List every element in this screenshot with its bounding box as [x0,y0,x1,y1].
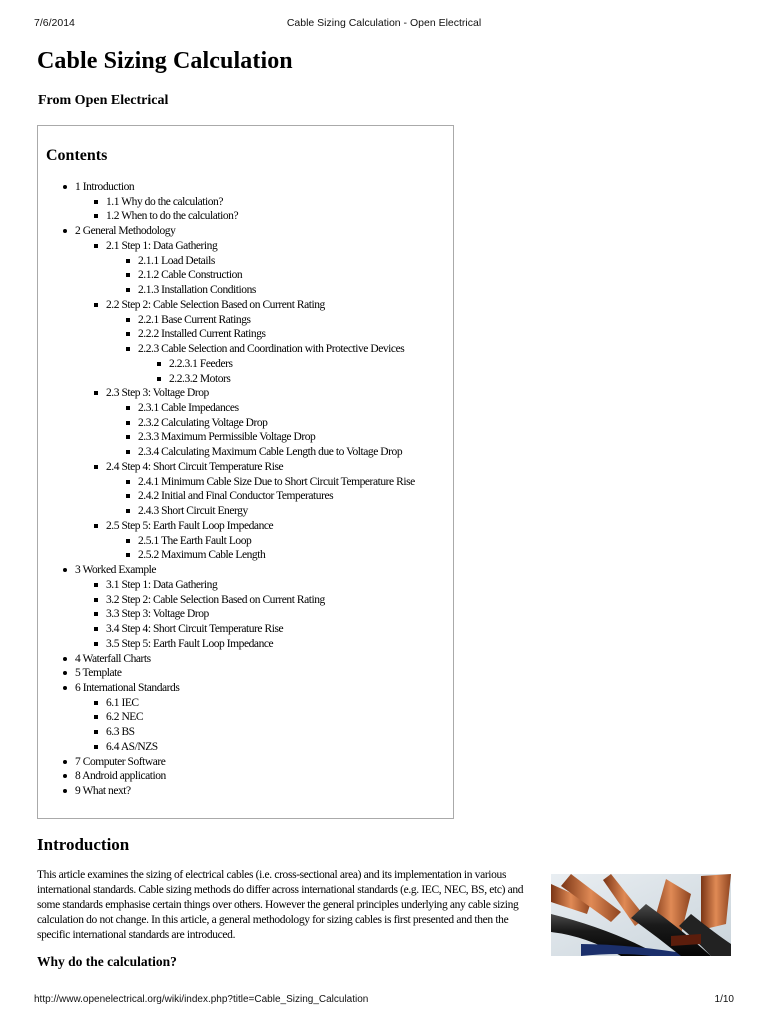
toc-link[interactable]: 3 Worked Example [38,563,453,578]
toc-link[interactable]: 6 International Standards [38,681,453,696]
toc-link[interactable]: 2.2 Step 2: Cable Selection Based on Current Rating [38,298,453,313]
toc-link[interactable]: 6.4 AS/NZS [38,740,453,755]
toc-link[interactable]: 9 What next? [38,784,453,799]
print-date: 7/6/2014 [34,17,75,29]
page-url: http://www.openelectrical.org/wiki/index.php?title=Cable_Sizing_Calculation [34,994,369,1005]
print-header [34,17,734,31]
page-subtitle: From Open Electrical [38,93,169,108]
toc-link[interactable]: 2.4.2 Initial and Final Conductor Temperatures [38,489,453,504]
toc-link[interactable]: 2.4.3 Short Circuit Energy [38,504,453,519]
toc-link[interactable]: 7 Computer Software [38,755,453,770]
toc-link[interactable]: 1 Introduction [38,180,453,195]
toc-link[interactable]: 2.1.1 Load Details [38,254,453,269]
toc-link[interactable]: 3.2 Step 2: Cable Selection Based on Current Rating [38,593,453,608]
toc-link[interactable]: 8 Android application [38,769,453,784]
page-number: 1/10 [714,994,734,1005]
toc-link[interactable]: 3.3 Step 3: Voltage Drop [38,607,453,622]
toc-link[interactable]: 2.2.1 Base Current Ratings [38,313,453,328]
toc-link[interactable]: 3.1 Step 1: Data Gathering [38,578,453,593]
toc-link[interactable]: 3.4 Step 4: Short Circuit Temperature Rise [38,622,453,637]
toc-link[interactable]: 1.2 When to do the calculation? [38,209,453,224]
toc-link[interactable]: 3.5 Step 5: Earth Fault Loop Impedance [38,637,453,652]
toc-link[interactable]: 5 Template [38,666,453,681]
toc-link[interactable]: 2.4 Step 4: Short Circuit Temperature Rise [38,460,453,475]
toc-link[interactable]: 2.1.3 Installation Conditions [38,283,453,298]
toc-link[interactable]: 2.2.2 Installed Current Ratings [38,327,453,342]
toc-link[interactable]: 2.2.3 Cable Selection and Coordination with Protective Devices [38,342,453,357]
table-of-contents [37,125,454,819]
toc-link[interactable]: 2.3.1 Cable Impedances [38,401,453,416]
toc-link[interactable]: 6.2 NEC [38,710,453,725]
copper-cables-photo [551,874,731,956]
toc-link[interactable]: 2.5.2 Maximum Cable Length [38,548,453,563]
toc-link[interactable]: 2.1.2 Cable Construction [38,268,453,283]
toc-link[interactable]: 6.3 BS [38,725,453,740]
toc-link[interactable]: 2.5 Step 5: Earth Fault Loop Impedance [38,519,453,534]
toc-link[interactable]: 2.2.3.1 Feeders [38,357,453,372]
toc-link[interactable]: 2.3.2 Calculating Voltage Drop [38,416,453,431]
toc-link[interactable]: 2 General Methodology [38,224,453,239]
why-heading: Why do the calculation? [37,954,177,969]
toc-link[interactable]: 2.5.1 The Earth Fault Loop [38,534,453,549]
cable-illustration [551,874,731,956]
toc-link[interactable]: 2.3.3 Maximum Permissible Voltage Drop [38,430,453,445]
toc-link[interactable]: 2.3.4 Calculating Maximum Cable Length due to Voltage Drop [38,445,453,460]
print-title: Cable Sizing Calculation - Open Electrical [286,17,482,29]
toc-heading: Contents [46,147,108,164]
toc-link[interactable]: 2.1 Step 1: Data Gathering [38,239,453,254]
toc-link[interactable]: 1.1 Why do the calculation? [38,195,453,210]
toc-link[interactable]: 6.1 IEC [38,696,453,711]
toc-link[interactable]: 2.4.1 Minimum Cable Size Due to Short Circuit Temperature Rise [38,475,453,490]
toc-list [38,180,453,799]
toc-link[interactable]: 2.3 Step 3: Voltage Drop [38,386,453,401]
introduction-paragraph: This article examines the sizing of electrical cables (i.e. cross-sectional area) and its implementation in various international standards. Cable sizing methods do differ across international standards (e.g. IEC, NEC, BS, etc) and some standards emphasise certain things over others. However the general principles underlying any cable sizing calculation do not change. In this article, a general methodology for sizing cables is first presented and then the specific international standards are introduced. [37,869,524,941]
print-footer [34,994,734,1008]
toc-link[interactable]: 2.2.3.2 Motors [38,372,453,387]
toc-link[interactable]: 4 Waterfall Charts [38,652,453,667]
page-title: Cable Sizing Calculation [37,48,293,74]
introduction-heading: Introduction [37,835,130,854]
